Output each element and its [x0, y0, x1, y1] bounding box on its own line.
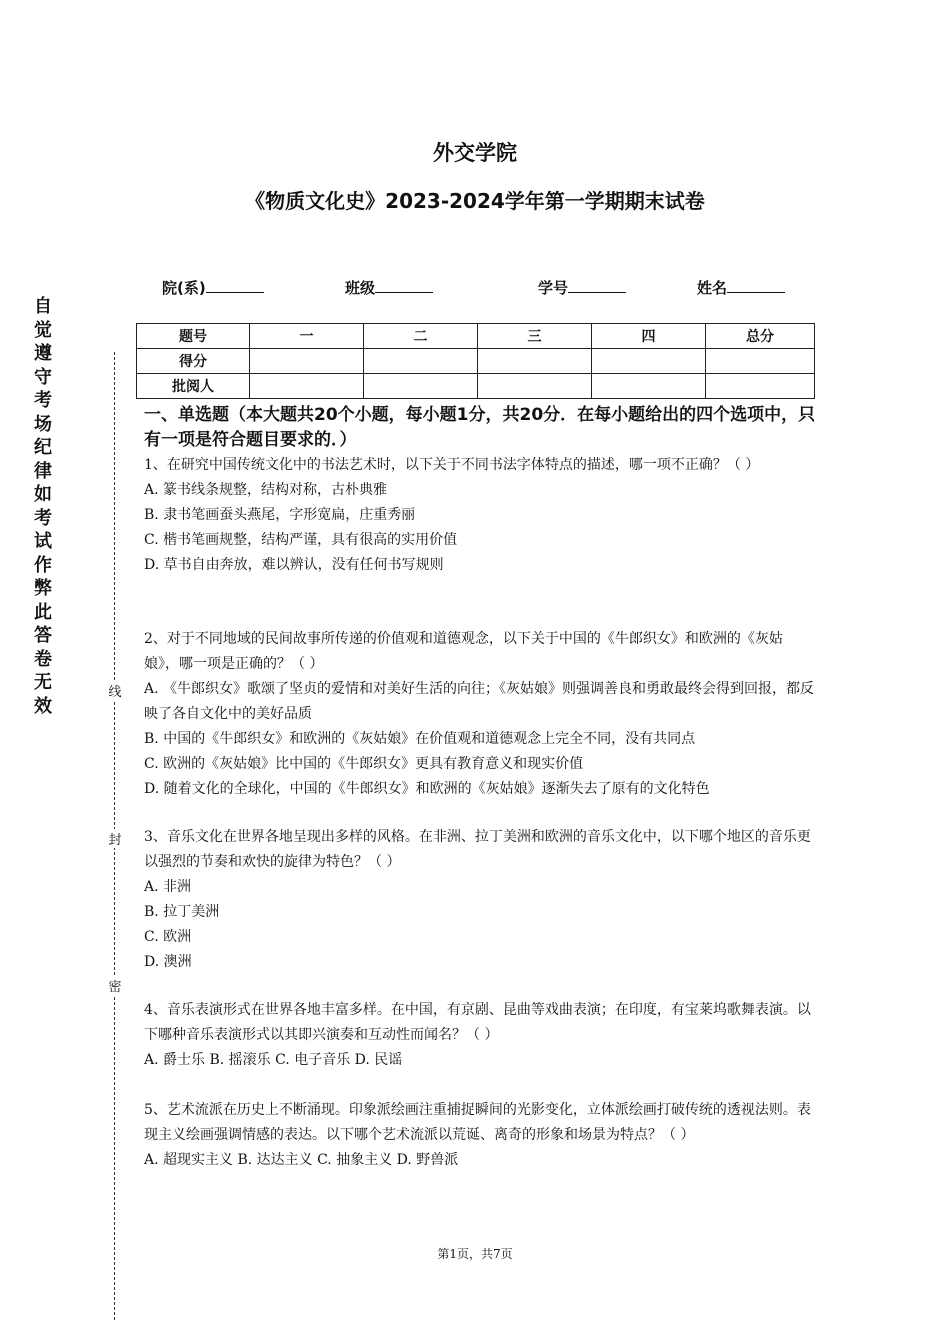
table-header-cell: 三 [478, 324, 592, 349]
dept-field [162, 277, 264, 298]
question-5 [144, 1098, 816, 1173]
name-label: 姓名 [697, 279, 728, 297]
question-stem: 3、音乐文化在世界各地呈现出多样的风格。在非洲、拉丁美洲和欧洲的音乐文化中，以下哪个地区的音乐更以强烈的节奏和欢快的旋律为特色？（ ） [144, 829, 811, 870]
question-stem: 4、音乐表演形式在世界各地丰富多样。在中国，有京剧、昆曲等戏曲表演；在印度，有宝莱坞歌舞表演。以下哪种音乐表演形式以其即兴演奏和互动性而闻名？（ ） [144, 1002, 811, 1043]
option-d[interactable]: D. 随着文化的全球化，中国的《牛郎织女》和欧洲的《灰姑娘》逐渐失去了原有的文化特色 [144, 781, 710, 797]
question-4 [144, 998, 816, 1073]
institution-title: 外交学院 [433, 141, 517, 165]
option-a[interactable]: A. 篆书线条规整，结构对称，古朴典雅 [144, 482, 388, 498]
table-header-cell: 题号 [137, 324, 250, 349]
grader-cell[interactable] [250, 374, 364, 399]
option-a[interactable]: A. 非洲 [144, 879, 192, 895]
option-b[interactable]: B. 中国的《牛郎织女》和欧洲的《灰姑娘》在价值观和道德观念上完全不同，没有共同点 [144, 731, 696, 747]
grader-row [137, 374, 815, 399]
dept-blank[interactable] [206, 278, 264, 293]
score-table-header-row [137, 324, 815, 349]
grader-cell[interactable] [478, 374, 592, 399]
grader-cell[interactable] [364, 374, 478, 399]
question-stem: 5、艺术流派在历史上不断涌现。印象派绘画注重捕捉瞬间的光影变化，立体派绘画打破传统的透视法则。表现主义绘画强调情感的表达。以下哪个艺术流派以荒诞、离奇的形象和场景为特点？（ ） [144, 1102, 811, 1143]
question-2 [144, 627, 816, 802]
option-b[interactable]: B. 拉丁美洲 [144, 904, 220, 920]
score-cell[interactable] [592, 349, 706, 374]
name-blank[interactable] [727, 278, 785, 293]
class-label: 班级 [345, 279, 376, 297]
exam-title: 《物质文化史》2023-2024学年第一学期期末试卷 [245, 189, 705, 213]
option-d[interactable]: D. 草书自由奔放，难以辨认，没有任何书写规则 [144, 557, 444, 573]
seal-secret-mark: 密 [106, 976, 124, 995]
row-label-cell: 得分 [137, 349, 250, 374]
option-d[interactable]: D. 澳洲 [144, 954, 192, 970]
id-blank[interactable] [568, 278, 626, 293]
question-3 [144, 825, 816, 975]
grader-cell[interactable] [706, 374, 815, 399]
score-cell[interactable] [364, 349, 478, 374]
options-line[interactable]: A. 爵士乐 B. 摇滚乐 C. 电子音乐 D. 民谣 [144, 1052, 403, 1068]
seal-line-mark: 线 [106, 681, 124, 700]
option-a[interactable]: A. 《牛郎织女》歌颂了坚贞的爱情和对美好生活的向往；《灰姑娘》则强调善良和勇敢最终会得到回报，都反映了各自文化中的美好品质 [144, 681, 815, 722]
option-c[interactable]: C. 欧洲的《灰姑娘》比中国的《牛郎织女》更具有教育意义和现实价值 [144, 756, 584, 772]
exam-discipline-warning: 自觉遵守考场纪律如考试作弊此答卷无效 [34, 296, 52, 717]
table-header-cell: 一 [250, 324, 364, 349]
class-blank[interactable] [375, 278, 433, 293]
option-b[interactable]: B. 隶书笔画蚕头燕尾，字形宽扁，庄重秀丽 [144, 507, 416, 523]
score-row [137, 349, 815, 374]
page-number: 第1页，共7页 [437, 1247, 513, 1261]
score-cell[interactable] [478, 349, 592, 374]
section-heading: 一、单选题（本大题共20个小题，每小题1分，共20分．在每小题给出的四个选项中，只有一项是符合题目要求的．） [144, 405, 816, 450]
table-header-cell: 四 [592, 324, 706, 349]
table-header-cell: 总分 [706, 324, 815, 349]
id-field [538, 277, 626, 298]
score-cell[interactable] [250, 349, 364, 374]
grader-cell[interactable] [592, 374, 706, 399]
question-stem: 1、在研究中国传统文化中的书法艺术时，以下关于不同书法字体特点的描述，哪一项不正确？（ ） [144, 457, 760, 473]
seal-seal-mark: 封 [106, 829, 124, 848]
options-line[interactable]: A. 超现实主义 B. 达达主义 C. 抽象主义 D. 野兽派 [144, 1152, 459, 1168]
question-1 [144, 453, 816, 578]
class-field [345, 277, 433, 298]
option-c[interactable]: C. 楷书笔画规整，结构严谨，具有很高的实用价值 [144, 532, 458, 548]
table-header-cell: 二 [364, 324, 478, 349]
id-label: 学号 [538, 279, 569, 297]
score-cell[interactable] [706, 349, 815, 374]
dept-label: 院(系) [162, 279, 206, 297]
row-label-cell: 批阅人 [137, 374, 250, 399]
option-c[interactable]: C. 欧洲 [144, 929, 192, 945]
name-field [697, 277, 785, 298]
question-stem: 2、对于不同地域的民间故事所传递的价值观和道德观念，以下关于中国的《牛郎织女》和欧洲的《灰姑娘》，哪一项是正确的？（ ） [144, 631, 783, 672]
score-table [136, 323, 815, 399]
